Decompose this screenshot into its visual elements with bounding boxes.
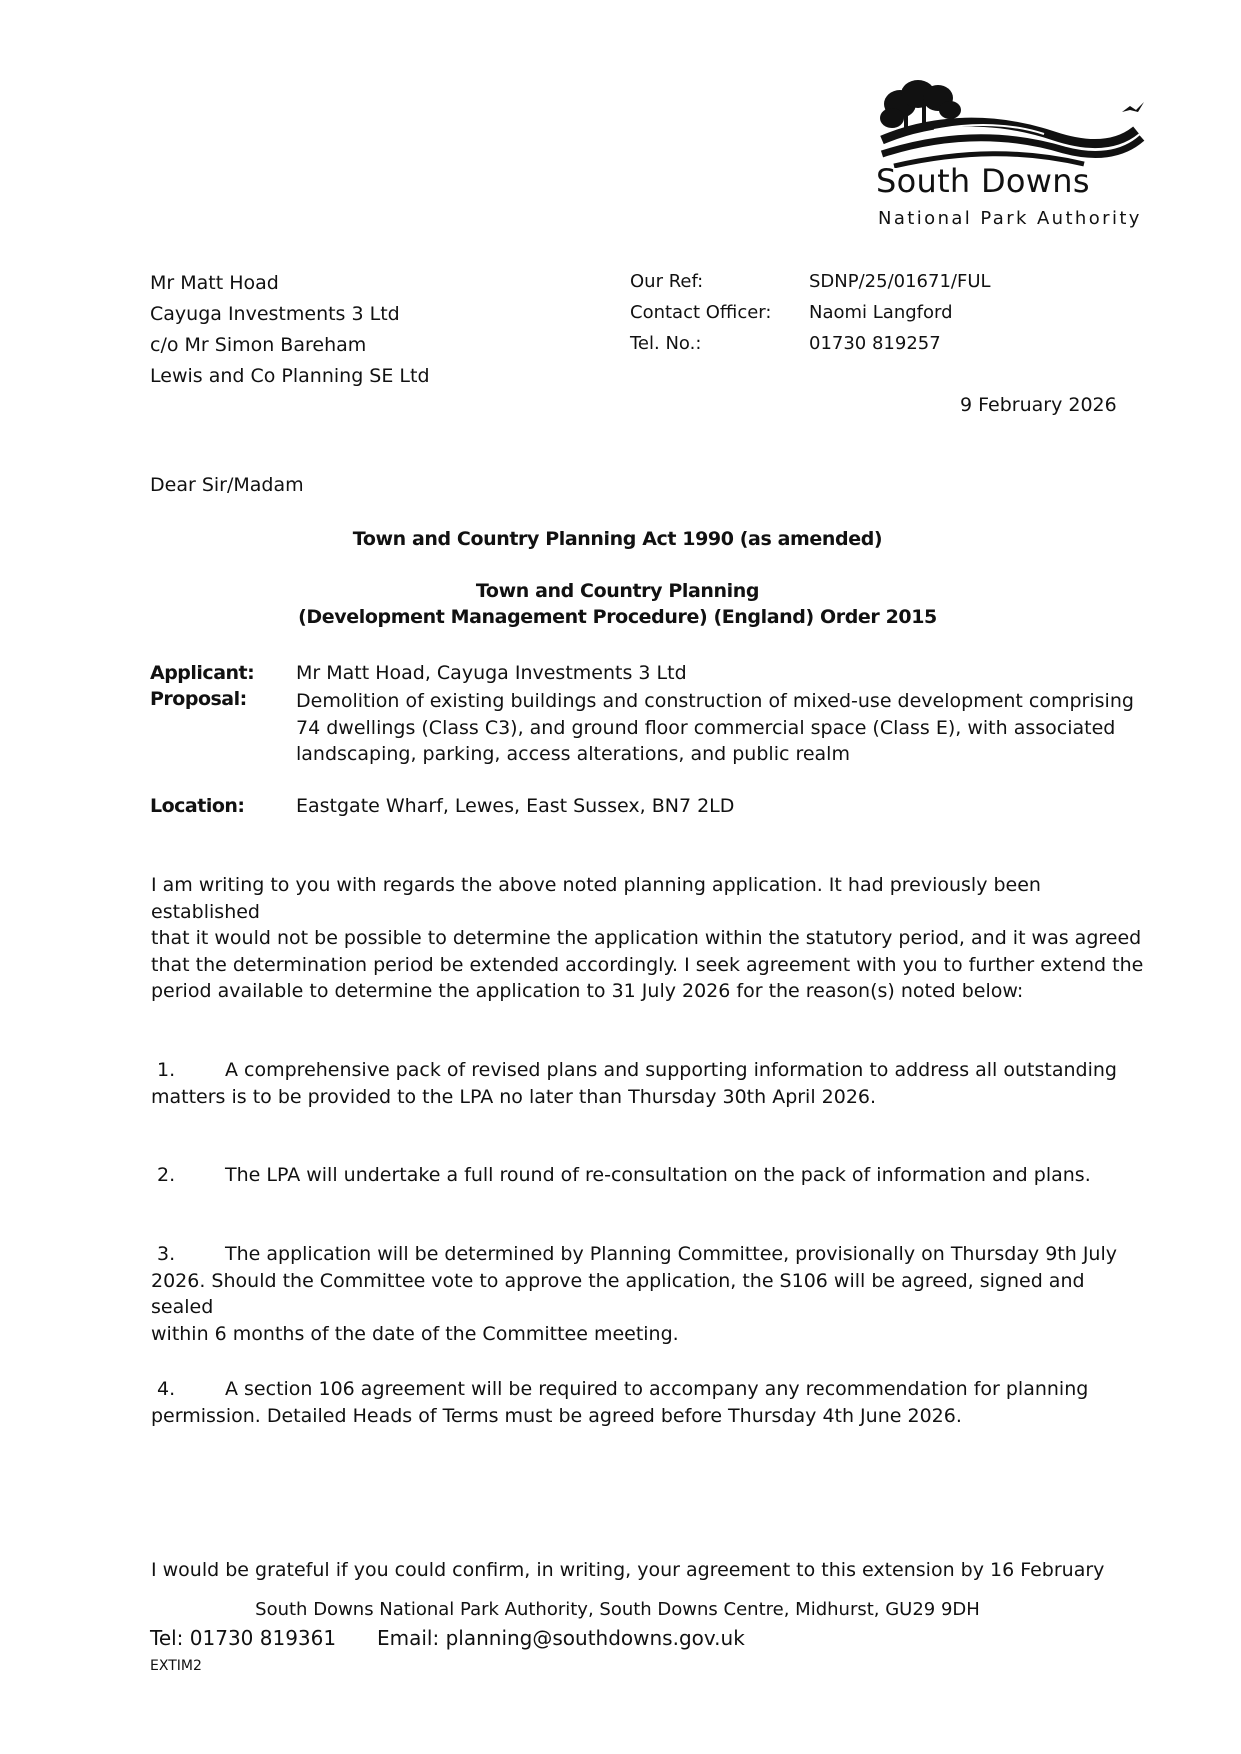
tel-label: Tel. No.:	[630, 333, 702, 354]
recipient-line: Mr Matt Hoad	[150, 272, 279, 294]
intro-paragraph	[151, 872, 1151, 1005]
form-code: EXTIM2	[150, 1658, 202, 1674]
reason-item	[151, 1376, 1151, 1429]
proposal-line: landscaping, parking, access alterations, and public realm	[296, 743, 850, 765]
order-heading-line1: Town and Country Planning	[475, 580, 760, 602]
footer-email: Email: planning@southdowns.gov.uk	[377, 1626, 745, 1650]
reference-labels	[630, 266, 771, 359]
intro-line: period available to determine the application to 31 July 2026 for the reason(s) noted below:	[151, 980, 1024, 1002]
south-downs-logo	[874, 78, 1154, 236]
reason-line: permission. Detailed Heads of Terms must be agreed before Thursday 4th June 2026.	[151, 1404, 962, 1427]
our-ref-value: SDNP/25/01671/FUL	[809, 271, 991, 292]
reason-number: 1.	[157, 1059, 176, 1081]
reason-number: 4.	[157, 1378, 176, 1400]
recipient-line: Lewis and Co Planning SE Ltd	[150, 365, 430, 387]
bird-icon	[1122, 102, 1144, 112]
recipient-line: Cayuga Investments 3 Ltd	[150, 303, 400, 325]
reason-line: matters is to be provided to the LPA no later than Thursday 30th April 2026.	[151, 1085, 877, 1108]
letter-date: 9 February 2026	[960, 394, 1117, 416]
logo-subtitle: National Park Authority	[878, 208, 1142, 229]
footer-tel: Tel: 01730 819361	[150, 1626, 337, 1650]
contact-officer-label: Contact Officer:	[630, 302, 772, 323]
intro-line: that the determination period be extended accordingly. I seek agreement with you to further extend the	[151, 953, 1144, 976]
proposal-value	[296, 688, 1134, 768]
reason-number: 2.	[157, 1164, 176, 1186]
logo-title: South Downs	[876, 162, 1090, 200]
reason-line: The LPA will undertake a full round of re-consultation on the pack of information and plans.	[225, 1164, 1091, 1186]
proposal-line: 74 dwellings (Class C3), and ground floor commercial space (Class E), with associated	[296, 716, 1116, 739]
location-value: Eastgate Wharf, Lewes, East Sussex, BN7 2LD	[296, 795, 735, 817]
order-heading-line2: (Development Management Procedure) (England) Order 2015	[298, 606, 937, 628]
reason-item	[151, 1057, 1151, 1110]
reason-line: The application will be determined by Planning Committee, provisionally on Thursday 9th July	[225, 1243, 1117, 1265]
downs-landscape-icon	[874, 78, 1154, 168]
recipient-address	[150, 268, 430, 392]
reason-line: A comprehensive pack of revised plans and supporting information to address all outstanding	[225, 1059, 1117, 1081]
salutation: Dear Sir/Madam	[150, 474, 304, 496]
contact-officer-value: Naomi Langford	[809, 302, 953, 323]
our-ref-label: Our Ref:	[630, 271, 704, 292]
proposal-label: Proposal:	[150, 688, 247, 710]
applicant-label: Applicant:	[150, 662, 255, 684]
act-heading: Town and Country Planning Act 1990 (as amended)	[352, 528, 883, 550]
reason-line: within 6 months of the date of the Committee meeting.	[151, 1322, 679, 1345]
tel-value: 01730 819257	[809, 333, 941, 354]
closing-paragraph: I would be grateful if you could confirm, in writing, your agreement to this extension by 16 February	[151, 1559, 1105, 1581]
footer-address: South Downs National Park Authority, South Downs Centre, Midhurst, GU29 9DH	[255, 1599, 980, 1620]
reason-line: A section 106 agreement will be required to accompany any recommendation for planning	[225, 1378, 1089, 1400]
reason-line: 2026. Should the Committee vote to approve the application, the S106 will be agreed, signed and sealed	[151, 1269, 1085, 1318]
intro-line: I am writing to you with regards the above noted planning application. It had previously been established	[151, 874, 1041, 923]
location-label: Location:	[150, 795, 245, 817]
applicant-value: Mr Matt Hoad, Cayuga Investments 3 Ltd	[296, 662, 687, 684]
proposal-line: Demolition of existing buildings and construction of mixed-use development comprising	[296, 690, 1134, 712]
reason-number: 3.	[157, 1243, 176, 1265]
reference-values	[809, 266, 991, 359]
recipient-line: c/o Mr Simon Bareham	[150, 334, 367, 356]
reason-item	[151, 1241, 1151, 1347]
intro-line: that it would not be possible to determine the application within the statutory period, and it was agreed	[151, 927, 1142, 949]
reason-item	[151, 1162, 1151, 1189]
